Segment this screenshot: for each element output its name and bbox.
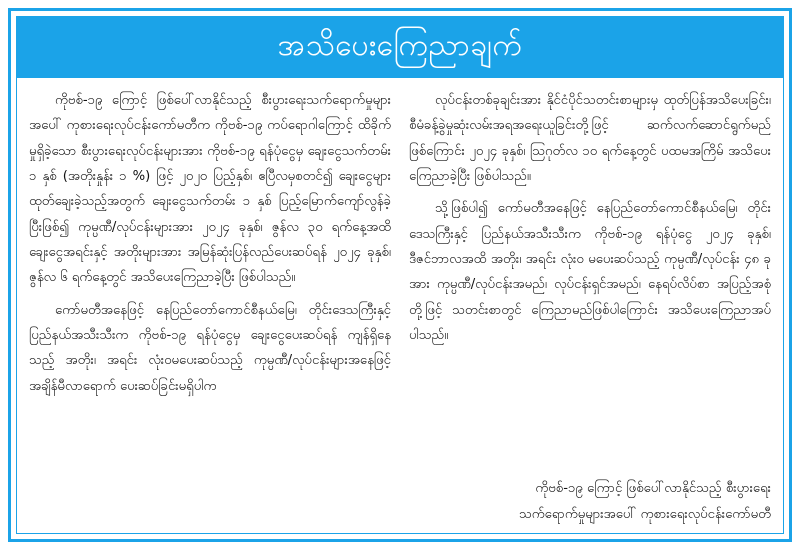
left-column [29, 88, 391, 527]
column-spacer [29, 406, 391, 527]
signature-line: ကိုဗစ်-၁၉ ကြောင့် ဖြစ်ပေါ်လာနိုင်သည့် စီးပွားရေး [535, 481, 771, 497]
paragraph: လုပ်ငန်းတစ်ခုချင်းအား နိုင်ငံပိုင်သတင်းစာများမှ ထုတ်ပြန်အသိပေးခြင်း၊ စီမံခန့်ခွဲမှုဆုံးလမ်းအရအရေးယူခြင်းတို့ဖြင့် ဆက်လက်ဆောင်ရွက်မည်ဖြစ်ကြောင်း ၂၀၂၄ ခုနှစ်၊ ဩဂုတ်လ ၁၀ ရက်နေ့တွင် ပထမအကြိမ် အသိပေးကြေညာခဲ့ပြီး ဖြစ်ပါသည်။ [409, 93, 771, 185]
body-columns [17, 78, 783, 533]
right-column [409, 88, 771, 527]
inner-border [16, 16, 784, 534]
paragraph: သို့ဖြစ်ပါ၍ ကော်မတီအနေဖြင့် နေပြည်တော်ကောင်စီနယ်မြေ၊ တိုင်းဒေသကြီးနှင့် ပြည်နယ်အသီးသီးက ကိုဗစ်-၁၉ ရန်ပုံငွေ ၂၀၂၄ ခုနှစ်၊ ဒီဇင်ဘာလအထိ အတိုး၊ အရင်း လုံးဝ မပေးဆပ်သည့် ကုမ္ပဏီ/လုပ်ငန်း ၄၈ ခုအား ကုမ္ပဏီ/လုပ်ငန်းအမည်၊ လုပ်ငန်းရှင်အမည်၊ နေရပ်လိပ်စာ အပြည့်အစုံတို့ဖြင့် သတင်းစာတွင် ကြေညာမည်ဖြစ်ပါကြောင်း အသိပေးကြေညာအပ်ပါသည်။ [409, 201, 771, 344]
page-title: အသိပေးကြေညာချက် [17, 17, 783, 78]
paragraph: ကိုဗစ်-၁၉ ကြောင့် ဖြစ်ပေါ်လာနိုင်သည့် စီးပွားရေးသက်ရောက်မှုများအပေါ် ကုစားရေးလုပ်ငန်းကော်မတီက ကိုဗစ်-၁၉ ကပ်ရောဂါကြောင့် ထိခိုက်မှုရှိခဲ့သော စီးပွားရေးလုပ်ငန်းများအား ကိုဗစ်-၁၉ ရန်ပုံငွေမှ ချေးငွေသက်တမ်း ၁ နှစ် (အတိုးနှုန်း ၁ %) ဖြင့် ၂၀၂၀ ပြည့်နှစ်၊ ဧပြီလမှစတင်၍ ချေးငွေများ ထုတ်ချေးခဲ့သည့်အတွက် ချေးငွေသက်တမ်း ၁ နှစ် ပြည့်မြောက်ကျော်လွန်ခဲ့ပြီးဖြစ်၍ ကုမ္ပဏီ/လုပ်ငန်းများအား ၂၀၂၄ ခုနှစ်၊ ဇွန်လ ၃၀ ရက်နေ့အထိ ချေးငွေအရင်းနှင့် အတိုးများအား အမြန်ဆုံးပြန်လည်ပေးဆပ်ရန် ၂၀၂၄ ခုနှစ်၊ ဇွန်လ ၆ ရက်နေ့တွင် အသိပေးကြေညာခဲ့ပြီး ဖြစ်ပါသည်။ [29, 93, 391, 286]
outer-border [8, 8, 792, 542]
column-spacer [409, 355, 771, 460]
paragraph: ကော်မတီအနေဖြင့် နေပြည်တော်ကောင်စီနယ်မြေ၊ တိုင်းဒေသကြီးနှင့် ပြည်နယ်အသီးသီးက ကိုဗစ်-၁၉ ရန်ပုံငွေမှ ချေးငွေပေးဆပ်ရန် ကျန်ရှိနေသည့် အတိုး၊ အရင်း လုံးဝမပေးဆပ်သည့် ကုမ္ပဏီ/လုပ်ငန်းများအနေဖြင့် အချိန်မီလာရောက် ပေးဆပ်ခြင်းမရှိပါက [29, 302, 391, 394]
signature-block [409, 476, 771, 527]
signature-line: သက်ရောက်မှုများအပေါ် ကုစားရေးလုပ်ငန်းကော်မတီ [519, 506, 771, 522]
